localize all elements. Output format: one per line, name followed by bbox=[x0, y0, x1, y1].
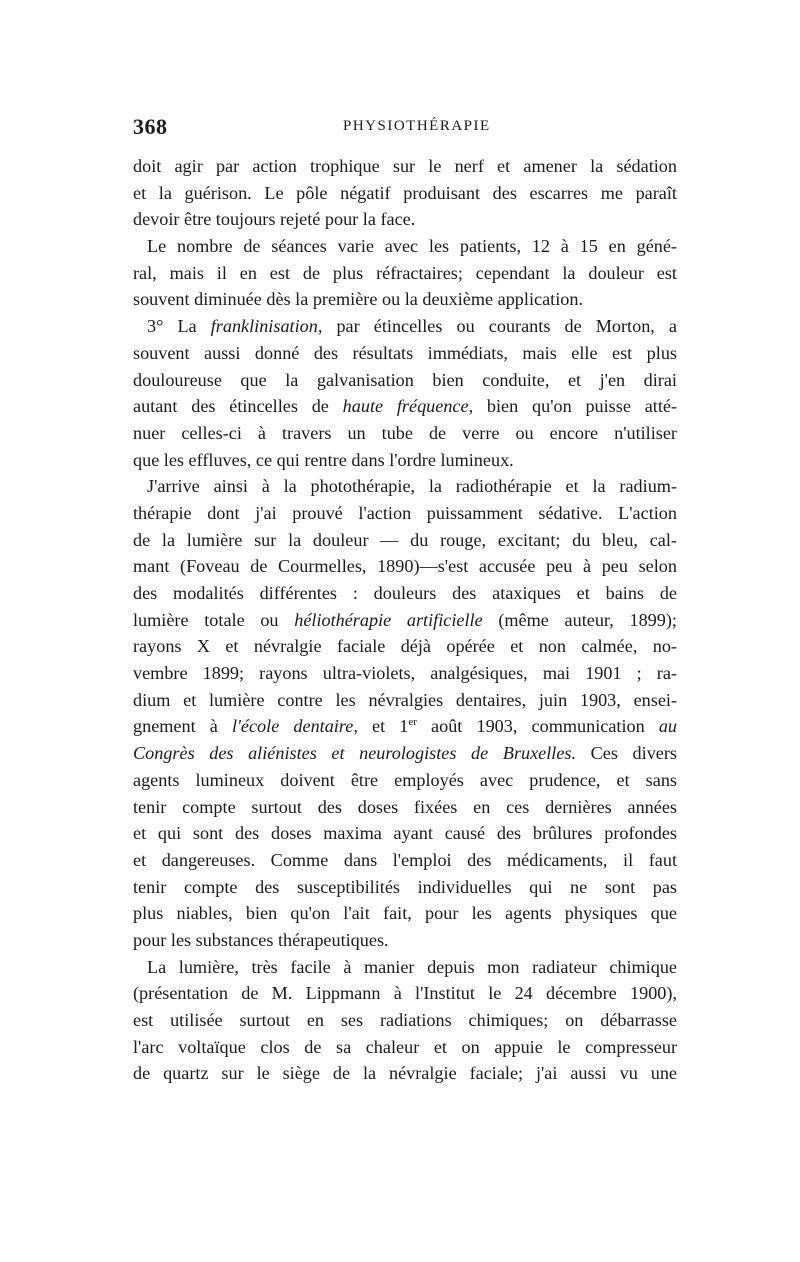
text-line: doit agir par action trophique sur le nerf et amener la sédation bbox=[133, 156, 677, 176]
italic-run: Congrès des aliénistes et neurologistes de Bruxelles. bbox=[133, 743, 577, 764]
text-line: de la lumière sur la douleur — du rouge, excitant; du bleu, cal- bbox=[133, 529, 677, 550]
italic-run: haute fréquence, bbox=[342, 396, 474, 417]
text-line: tenir compte des susceptibilités individuelles qui ne sont pas bbox=[133, 876, 677, 897]
running-title: PHYSIOTHÉRAPIE bbox=[343, 118, 491, 134]
text-line: lumière totale ou héliothérapie artificielle (même auteur, 1899); bbox=[133, 609, 677, 630]
superscript: er bbox=[408, 716, 417, 729]
text-line: douloureuse que la galvanisation bien conduite, et j'en dirai bbox=[133, 369, 677, 390]
text-line: vembre 1899; rayons ultra-violets, analgésiques, mai 1901 ; ra- bbox=[133, 663, 677, 684]
text-line: autant des étincelles de haute fréquence, bien qu'on puisse atté- bbox=[133, 396, 678, 417]
text-line: J'arrive ainsi à la photothérapie, la radiothérapie et la radium- bbox=[147, 476, 677, 497]
text-line: gnement à l'école dentaire, et 1er août 1903, communication au bbox=[133, 716, 677, 737]
text-line: et qui sont des doses maxima ayant causé des brûlures profondes bbox=[133, 823, 677, 844]
body-text bbox=[133, 153, 677, 1087]
text-line: ral, mais il en est de plus réfractaires; cependant la douleur est bbox=[133, 262, 677, 283]
text-line: La lumière, très facile à manier depuis mon radiateur chimique bbox=[147, 956, 677, 977]
text-line: plus niables, bien qu'on l'ait fait, pour les agents physiques que bbox=[133, 903, 677, 924]
text-line: souvent aussi donné des résultats immédiats, mais elle est plus bbox=[133, 342, 677, 363]
text-line: (présentation de M. Lippmann à l'Institut le 24 décembre 1900), bbox=[133, 983, 677, 1004]
italic-run: héliothérapie artificielle bbox=[294, 609, 483, 630]
italic-run: franklinisation, bbox=[210, 316, 323, 337]
running-head bbox=[133, 114, 677, 144]
text-line: l'arc voltaïque clos de sa chaleur et on appuie le compresseur bbox=[133, 1036, 677, 1057]
text-line: pour les substances thérapeutiques. bbox=[133, 929, 389, 950]
text-line: agents lumineux doivent être employés avec prudence, et sans bbox=[133, 769, 677, 790]
text-line: est utilisée surtout en ses radiations chimiques; on débarrasse bbox=[133, 1010, 677, 1030]
text-line: et la guérison. Le pôle négatif produisant des escarres me paraît bbox=[133, 182, 677, 203]
text-line: que les effluves, ce qui rentre dans l'ordre lumineux. bbox=[133, 449, 514, 470]
text-line: dium et lumière contre les névralgies dentaires, juin 1903, ensei- bbox=[133, 689, 677, 710]
text-line: mant (Foveau de Courmelles, 1890)—s'est accusée peu à peu selon bbox=[133, 556, 677, 577]
text-line: rayons X et névralgie faciale déjà opérée et non calmée, no- bbox=[133, 636, 677, 657]
text-line: et dangereuses. Comme dans l'emploi des médicaments, il faut bbox=[133, 849, 677, 870]
text-line: Congrès des aliénistes et neurologistes de Bruxelles. Ces divers bbox=[133, 743, 677, 764]
text-line: nuer celles-ci à travers un tube de verre ou encore n'utiliser bbox=[133, 422, 677, 443]
text-line: des modalités différentes : douleurs des ataxiques et bains de bbox=[133, 583, 677, 603]
page-number: 368 bbox=[133, 114, 168, 139]
italic-run: l'école dentaire, bbox=[231, 716, 358, 737]
text-line: Le nombre de séances varie avec les patients, 12 à 15 en géné- bbox=[147, 236, 677, 257]
text-line: souvent diminuée dès la première ou la deuxième application. bbox=[133, 289, 583, 310]
text-line: de quartz sur le siège de la névralgie faciale; j'ai aussi vu une bbox=[133, 1063, 677, 1084]
text-line: thérapie dont j'ai prouvé l'action puissamment sédative. L'action bbox=[133, 502, 677, 523]
text-line: 3° La franklinisation, par étincelles ou courants de Morton, a bbox=[147, 316, 677, 337]
italic-run: au bbox=[658, 716, 677, 737]
text-line: devoir être toujours rejeté pour la face. bbox=[133, 209, 416, 230]
text-line: tenir compte surtout des doses fixées en ces dernières années bbox=[133, 796, 677, 817]
